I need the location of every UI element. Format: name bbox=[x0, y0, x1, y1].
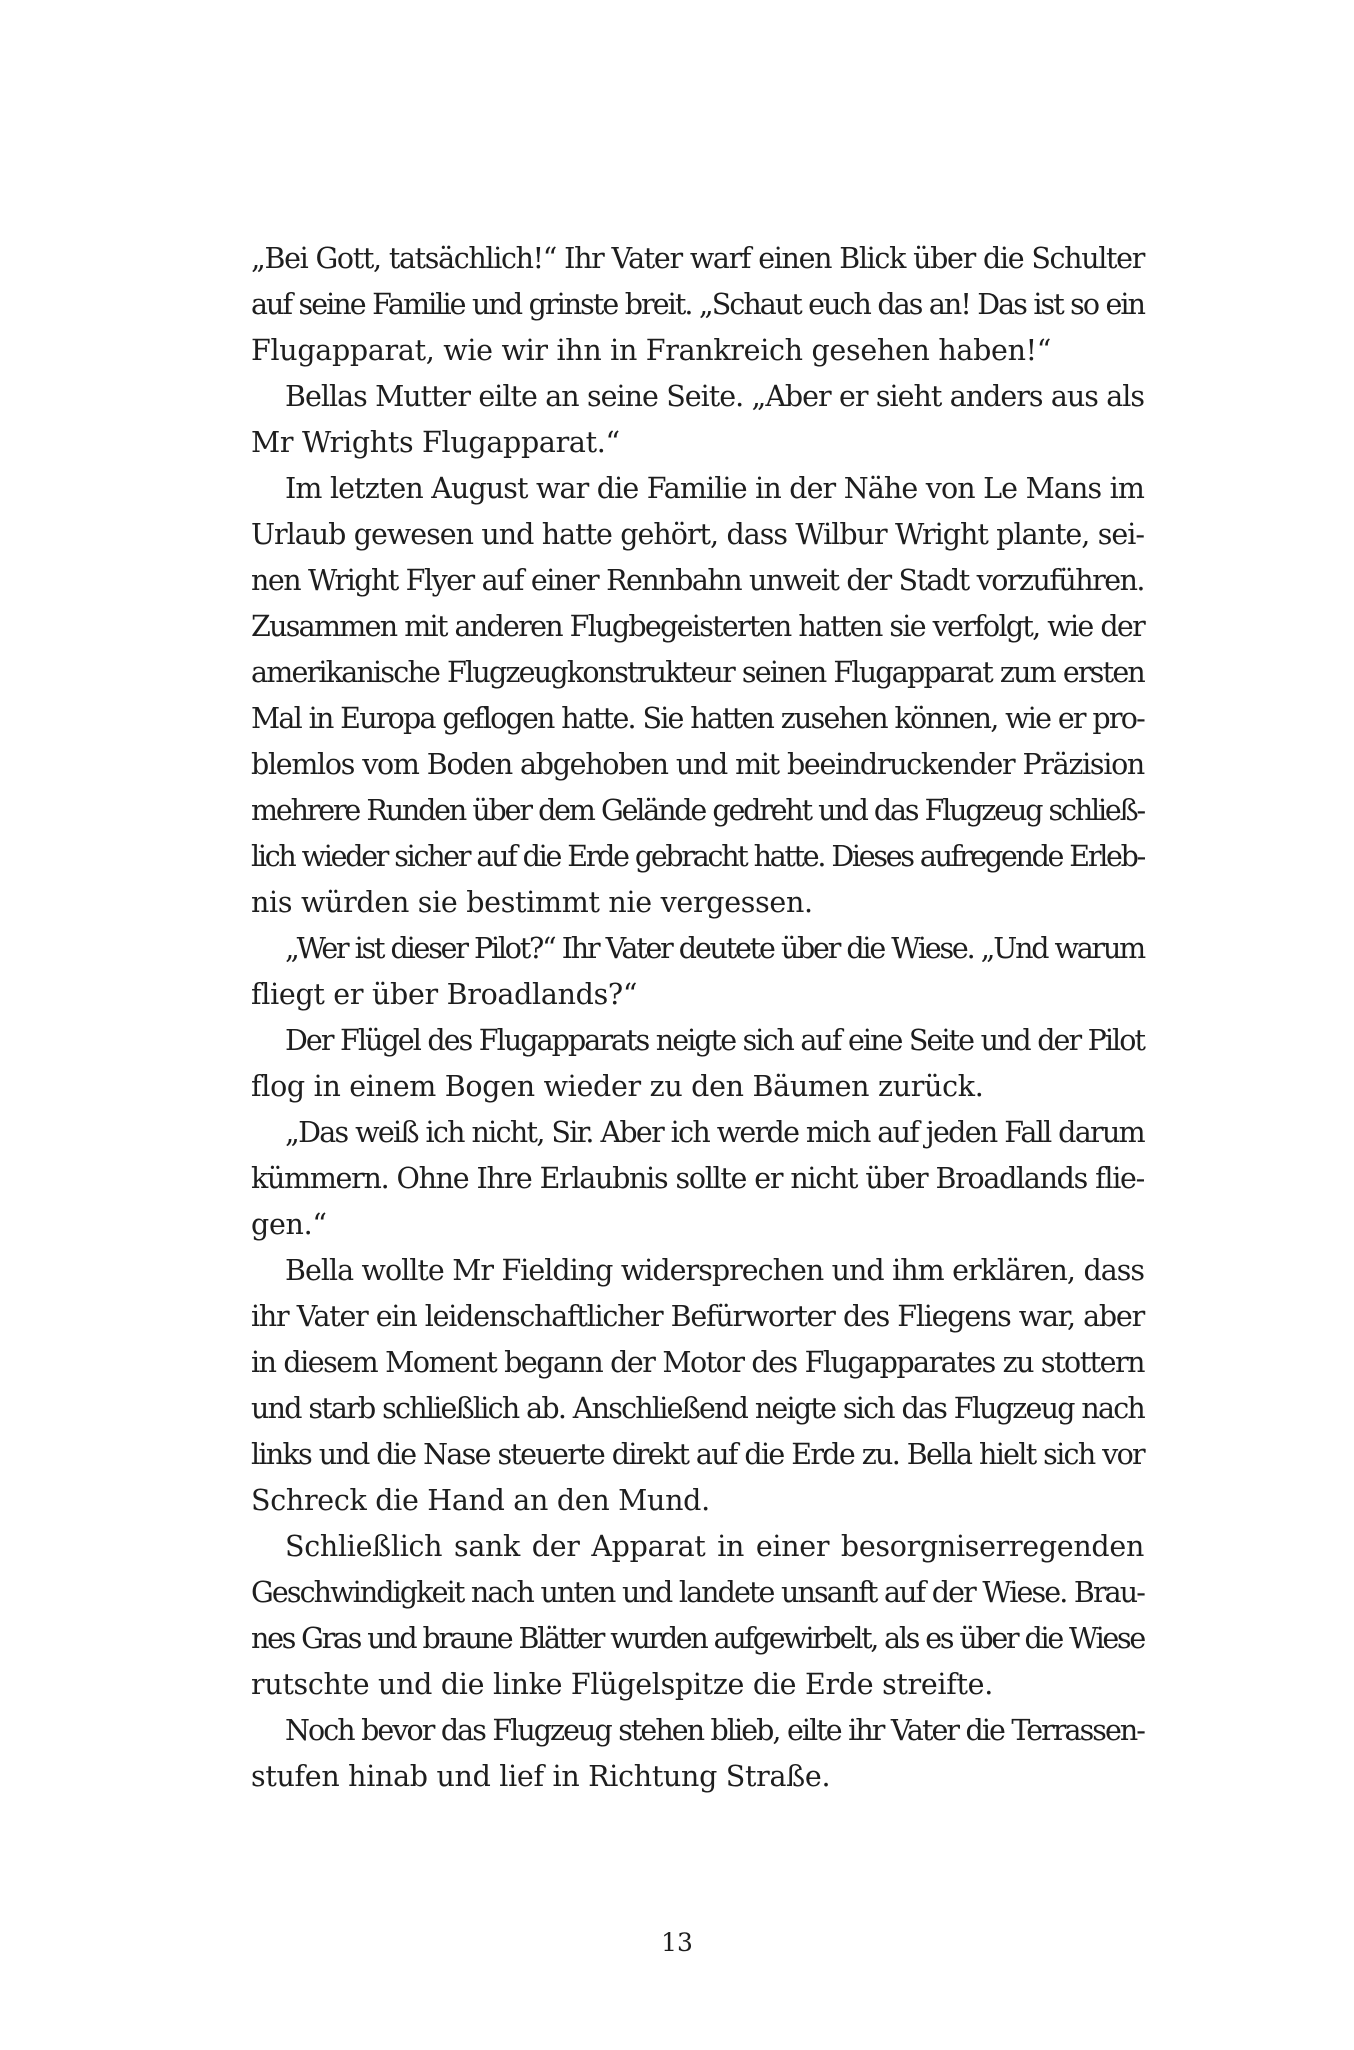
text-line: Flugapparat, wie wir ihn in Frankreich gesehen haben!“ bbox=[251, 334, 1052, 367]
text-line: mehrere Runden über dem Gelände gedreht und das Flugzeug schließ- bbox=[251, 794, 1144, 827]
text-line: „Wer ist dieser Pilot?“ Ihr Vater deutete über die Wiese. „Und warum bbox=[285, 932, 1144, 965]
text-line: Mr Wrights Flugapparat.“ bbox=[251, 426, 620, 459]
text-line: fliegt er über Broadlands?“ bbox=[251, 978, 638, 1011]
text-line: „Bei Gott, tatsächlich!“ Ihr Vater warf einen Blick über die Schulter bbox=[251, 242, 1144, 275]
paragraph bbox=[251, 1018, 1144, 1110]
text-line: gen.“ bbox=[251, 1208, 327, 1241]
text-line: in diesem Moment begann der Motor des Flugapparates zu stottern bbox=[251, 1346, 1144, 1379]
text-line: „Das weiß ich nicht, Sir. Aber ich werde mich auf jeden Fall darum bbox=[285, 1116, 1144, 1149]
paragraph bbox=[251, 1110, 1144, 1248]
text-line: nen Wright Flyer auf einer Rennbahn unweit der Stadt vorzuführen. bbox=[251, 564, 1144, 597]
paragraph bbox=[251, 1708, 1144, 1800]
text-line: amerikanische Flugzeugkonstrukteur seinen Flugapparat zum ersten bbox=[251, 656, 1144, 689]
text-line: kümmern. Ohne Ihre Erlaubnis sollte er nicht über Broadlands flie- bbox=[251, 1162, 1144, 1195]
text-line: blemlos vom Boden abgehoben und mit beeindruckender Präzision bbox=[251, 748, 1144, 781]
paragraph bbox=[251, 926, 1144, 1018]
text-line: Noch bevor das Flugzeug stehen blieb, eilte ihr Vater die Terrassen- bbox=[285, 1714, 1144, 1747]
text-line: Geschwindigkeit nach unten und landete unsanft auf der Wiese. Brau- bbox=[251, 1576, 1144, 1609]
text-line: Der Flügel des Flugapparats neigte sich auf eine Seite und der Pilot bbox=[285, 1024, 1144, 1057]
text-line: Schließlich sank der Apparat in einer besorgniserregenden bbox=[285, 1530, 1144, 1563]
paragraph bbox=[251, 236, 1144, 374]
text-line: Im letzten August war die Familie in der Nähe von Le Mans im bbox=[285, 472, 1144, 505]
text-line: Mal in Europa geflogen hatte. Sie hatten zusehen können, wie er pro- bbox=[251, 702, 1144, 735]
paragraph bbox=[251, 466, 1144, 926]
text-line: Zusammen mit anderen Flugbegeisterten hatten sie verfolgt, wie der bbox=[251, 610, 1144, 643]
text-line: Bella wollte Mr Fielding widersprechen und ihm erklären, dass bbox=[285, 1254, 1144, 1287]
text-line: Bellas Mutter eilte an seine Seite. „Aber er sieht anders aus als bbox=[285, 380, 1144, 413]
text-line: Urlaub gewesen und hatte gehört, dass Wilbur Wright plante, sei- bbox=[251, 518, 1144, 551]
text-line: und starb schließlich ab. Anschließend neigte sich das Flugzeug nach bbox=[251, 1392, 1144, 1425]
text-line: flog in einem Bogen wieder zu den Bäumen zurück. bbox=[251, 1070, 984, 1103]
text-line: nis würden sie bestimmt nie vergessen. bbox=[251, 886, 813, 919]
text-line: lich wieder sicher auf die Erde gebracht hatte. Dieses aufregende Erleb- bbox=[251, 840, 1144, 873]
text-line: ihr Vater ein leidenschaftlicher Befürworter des Fliegens war, aber bbox=[251, 1300, 1144, 1333]
paragraph bbox=[251, 1248, 1144, 1524]
text-line: stufen hinab und lief in Richtung Straße. bbox=[251, 1760, 831, 1793]
text-line: nes Gras und braune Blätter wurden aufgewirbelt, als es über die Wiese bbox=[251, 1622, 1144, 1655]
body-text bbox=[251, 236, 1144, 1800]
text-line: auf seine Familie und grinste breit. „Schaut euch das an! Das ist so ein bbox=[251, 288, 1144, 321]
paragraph bbox=[251, 374, 1144, 466]
page-number: 13 bbox=[661, 1928, 693, 1957]
text-line: rutschte und die linke Flügelspitze die Erde streifte. bbox=[251, 1668, 993, 1701]
paragraph bbox=[251, 1524, 1144, 1708]
text-line: links und die Nase steuerte direkt auf die Erde zu. Bella hielt sich vor bbox=[251, 1438, 1144, 1471]
text-line: Schreck die Hand an den Mund. bbox=[251, 1484, 710, 1517]
